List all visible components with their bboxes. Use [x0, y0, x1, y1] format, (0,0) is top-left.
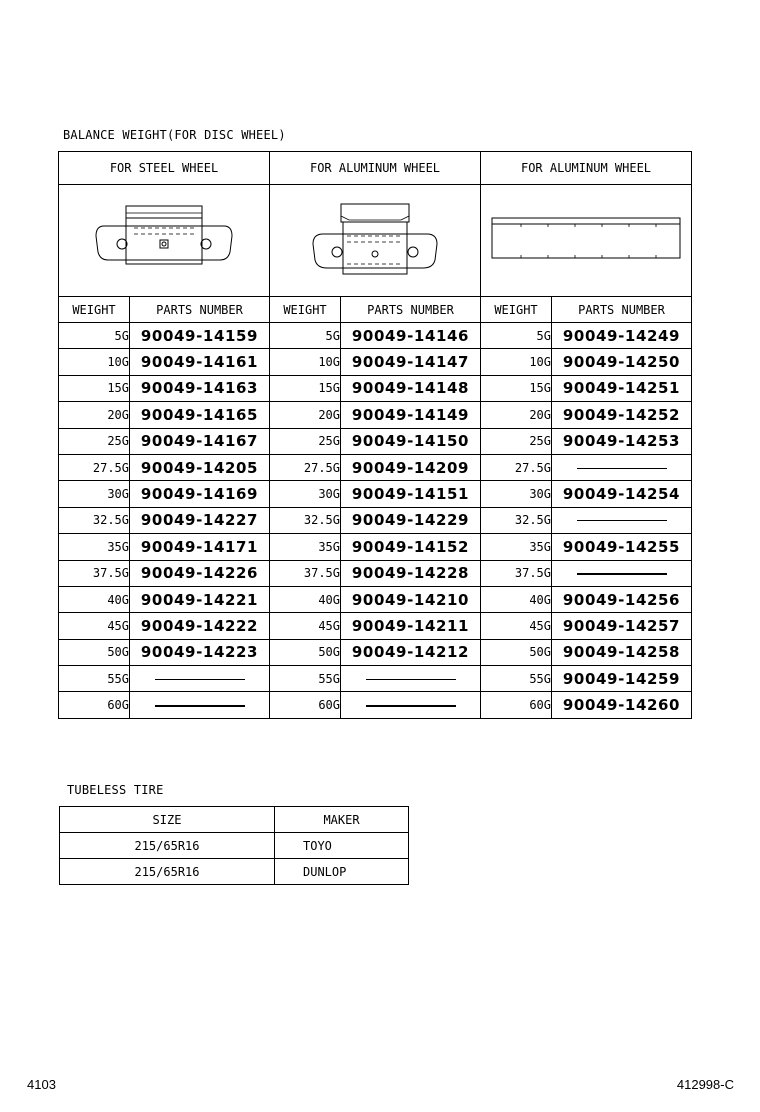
- part-number-cell: 90049-14209: [341, 454, 481, 480]
- weight-cell: 5G: [59, 323, 130, 349]
- col-weight: WEIGHT: [270, 297, 341, 323]
- tire-header-row: [60, 807, 409, 833]
- part-number-cell: 90049-14146: [341, 323, 481, 349]
- weight-cell: 35G: [59, 534, 130, 560]
- part-number-cell: 90049-14165: [130, 402, 270, 428]
- table-row: [59, 454, 692, 480]
- weight-cell: 40G: [481, 586, 552, 612]
- table-row: [59, 560, 692, 586]
- weight-cell: 50G: [270, 639, 341, 665]
- part-number-cell: 90049-14222: [130, 613, 270, 639]
- weight-cell: 45G: [59, 613, 130, 639]
- table-row: [59, 323, 692, 349]
- part-number-cell: 90049-14211: [341, 613, 481, 639]
- table-row: [59, 481, 692, 507]
- weight-cell: 37.5G: [59, 560, 130, 586]
- weight-cell: 5G: [270, 323, 341, 349]
- not-available-cell: [552, 560, 692, 586]
- weight-cell: 20G: [270, 402, 341, 428]
- weight-cell: 10G: [270, 349, 341, 375]
- tubeless-tire-title: TUBELESS TIRE: [67, 783, 164, 797]
- part-number-cell: 90049-14227: [130, 507, 270, 533]
- weight-cell: 40G: [270, 586, 341, 612]
- col-weight: WEIGHT: [481, 297, 552, 323]
- weight-cell: 55G: [270, 666, 341, 692]
- table-row: [59, 428, 692, 454]
- part-number-cell: 90049-14259: [552, 666, 692, 692]
- part-number-cell: 90049-14258: [552, 639, 692, 665]
- col-size: SIZE: [60, 807, 275, 833]
- part-number-cell: 90049-14163: [130, 375, 270, 401]
- weight-cell: 15G: [481, 375, 552, 401]
- part-number-cell: 90049-14149: [341, 402, 481, 428]
- weight-cell: 27.5G: [59, 454, 130, 480]
- weight-cell: 27.5G: [481, 454, 552, 480]
- steel-wheel-weight-illustration: [59, 185, 270, 297]
- part-number-cell: 90049-14205: [130, 454, 270, 480]
- weight-cell: 60G: [59, 692, 130, 718]
- part-number-cell: 90049-14257: [552, 613, 692, 639]
- weight-cell: 55G: [59, 666, 130, 692]
- aluminum-wheel-clip-weight-illustration: [270, 185, 481, 297]
- col-maker: MAKER: [275, 807, 409, 833]
- weight-cell: 25G: [59, 428, 130, 454]
- part-number-cell: 90049-14260: [552, 692, 692, 718]
- part-number-cell: 90049-14147: [341, 349, 481, 375]
- part-number-cell: 90049-14228: [341, 560, 481, 586]
- illustration-row: [59, 185, 692, 297]
- weight-cell: 50G: [59, 639, 130, 665]
- table-row: [59, 639, 692, 665]
- table-row: [59, 613, 692, 639]
- not-available-dash: [577, 573, 667, 575]
- column-header-row: [59, 297, 692, 323]
- part-number-cell: 90049-14151: [341, 481, 481, 507]
- not-available-dash: [366, 705, 456, 707]
- table-row: [59, 507, 692, 533]
- figure-code: 412998-C: [676, 1077, 734, 1092]
- part-number-cell: 90049-14152: [341, 534, 481, 560]
- part-number-cell: 90049-14223: [130, 639, 270, 665]
- weight-cell: 45G: [270, 613, 341, 639]
- group-header-aluminum-2: FOR ALUMINUM WHEEL: [481, 152, 692, 185]
- aluminum-wheel-adhesive-weight-illustration: [481, 185, 692, 297]
- part-number-cell: 90049-14255: [552, 534, 692, 560]
- part-number-cell: 90049-14253: [552, 428, 692, 454]
- col-parts-number: PARTS NUMBER: [341, 297, 481, 323]
- weight-cell: 25G: [481, 428, 552, 454]
- part-number-cell: 90049-14167: [130, 428, 270, 454]
- not-available-dash: [366, 679, 456, 680]
- weight-cell: 35G: [270, 534, 341, 560]
- group-header-steel: FOR STEEL WHEEL: [59, 152, 270, 185]
- table-row: [59, 375, 692, 401]
- weight-cell: 10G: [59, 349, 130, 375]
- part-number-cell: 90049-14161: [130, 349, 270, 375]
- weight-cell: 32.5G: [59, 507, 130, 533]
- part-number-cell: 90049-14256: [552, 586, 692, 612]
- table-row: [59, 666, 692, 692]
- not-available-cell: [552, 454, 692, 480]
- weight-cell: 15G: [270, 375, 341, 401]
- part-number-cell: 90049-14148: [341, 375, 481, 401]
- col-parts-number: PARTS NUMBER: [130, 297, 270, 323]
- balance-weight-table: [58, 151, 692, 719]
- weight-cell: 32.5G: [481, 507, 552, 533]
- not-available-dash: [577, 520, 667, 521]
- page-number: 4103: [27, 1077, 56, 1092]
- part-number-cell: 90049-14171: [130, 534, 270, 560]
- part-number-cell: 90049-14252: [552, 402, 692, 428]
- table-row: [59, 586, 692, 612]
- not-available-cell: [552, 507, 692, 533]
- not-available-dash: [155, 679, 245, 680]
- table-row: [60, 833, 409, 859]
- tire-maker-cell: TOYO: [275, 833, 409, 859]
- not-available-cell: [341, 666, 481, 692]
- weight-cell: 5G: [481, 323, 552, 349]
- weight-cell: 60G: [481, 692, 552, 718]
- weight-cell: 30G: [270, 481, 341, 507]
- weight-cell: 55G: [481, 666, 552, 692]
- group-header-row: [59, 152, 692, 185]
- part-number-cell: 90049-14249: [552, 323, 692, 349]
- weight-cell: 37.5G: [270, 560, 341, 586]
- not-available-cell: [341, 692, 481, 718]
- table-row: [59, 534, 692, 560]
- part-number-cell: 90049-14169: [130, 481, 270, 507]
- table-row: [60, 859, 409, 885]
- weight-cell: 25G: [270, 428, 341, 454]
- part-number-cell: 90049-14229: [341, 507, 481, 533]
- weight-cell: 30G: [481, 481, 552, 507]
- weight-cell: 60G: [270, 692, 341, 718]
- tire-size-cell: 215/65R16: [60, 833, 275, 859]
- not-available-dash: [577, 468, 667, 469]
- tire-size-cell: 215/65R16: [60, 859, 275, 885]
- table-row: [59, 692, 692, 718]
- balance-weight-title: BALANCE WEIGHT(FOR DISC WHEEL): [63, 128, 286, 142]
- tubeless-tire-table: [59, 806, 409, 885]
- tire-maker-cell: DUNLOP: [275, 859, 409, 885]
- part-number-cell: 90049-14226: [130, 560, 270, 586]
- col-parts-number: PARTS NUMBER: [552, 297, 692, 323]
- col-weight: WEIGHT: [59, 297, 130, 323]
- weight-cell: 15G: [59, 375, 130, 401]
- table-row: [59, 402, 692, 428]
- table-row: [59, 349, 692, 375]
- part-number-cell: 90049-14159: [130, 323, 270, 349]
- weight-cell: 40G: [59, 586, 130, 612]
- weight-cell: 30G: [59, 481, 130, 507]
- part-number-cell: 90049-14221: [130, 586, 270, 612]
- weight-cell: 20G: [481, 402, 552, 428]
- weight-cell: 20G: [59, 402, 130, 428]
- part-number-cell: 90049-14210: [341, 586, 481, 612]
- not-available-cell: [130, 692, 270, 718]
- group-header-aluminum-1: FOR ALUMINUM WHEEL: [270, 152, 481, 185]
- weight-cell: 27.5G: [270, 454, 341, 480]
- part-number-cell: 90049-14254: [552, 481, 692, 507]
- part-number-cell: 90049-14250: [552, 349, 692, 375]
- weight-cell: 35G: [481, 534, 552, 560]
- weight-cell: 37.5G: [481, 560, 552, 586]
- part-number-cell: 90049-14150: [341, 428, 481, 454]
- part-number-cell: 90049-14212: [341, 639, 481, 665]
- weight-cell: 32.5G: [270, 507, 341, 533]
- not-available-cell: [130, 666, 270, 692]
- not-available-dash: [155, 705, 245, 707]
- weight-cell: 10G: [481, 349, 552, 375]
- weight-cell: 45G: [481, 613, 552, 639]
- weight-cell: 50G: [481, 639, 552, 665]
- part-number-cell: 90049-14251: [552, 375, 692, 401]
